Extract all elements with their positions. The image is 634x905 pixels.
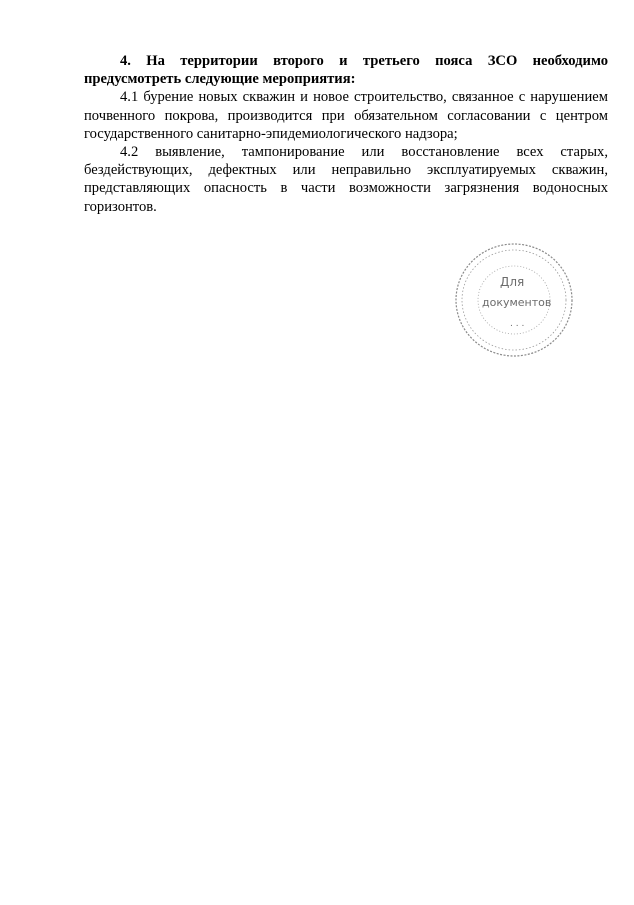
document-body	[84, 52, 608, 216]
stamp-seal-icon	[452, 240, 576, 360]
official-stamp	[452, 240, 576, 360]
stamp-mark: . . .	[510, 319, 525, 329]
stamp-line-1: Для	[500, 275, 525, 289]
item-4-2: 4.2 выявление, тампонирование или восстановление всех старых, бездействующих, дефектных или неправильно эксплуатируемых скважин, представляющих опасность в части возможности загрязнения водоносных горизонтов.	[84, 144, 608, 215]
stamp-line-2: документов	[482, 296, 552, 309]
section-4-heading: 4. На территории второго и третьего пояса ЗСО необходимо предусмотреть следующие мероприятия:	[84, 53, 608, 88]
item-4-1: 4.1 бурение новых скважин и новое строительство, связанное с нарушением почвенного покрова, производится при обязательном согласовании с центром государственного санитарно-эпидемиологического надзора;	[84, 89, 608, 142]
